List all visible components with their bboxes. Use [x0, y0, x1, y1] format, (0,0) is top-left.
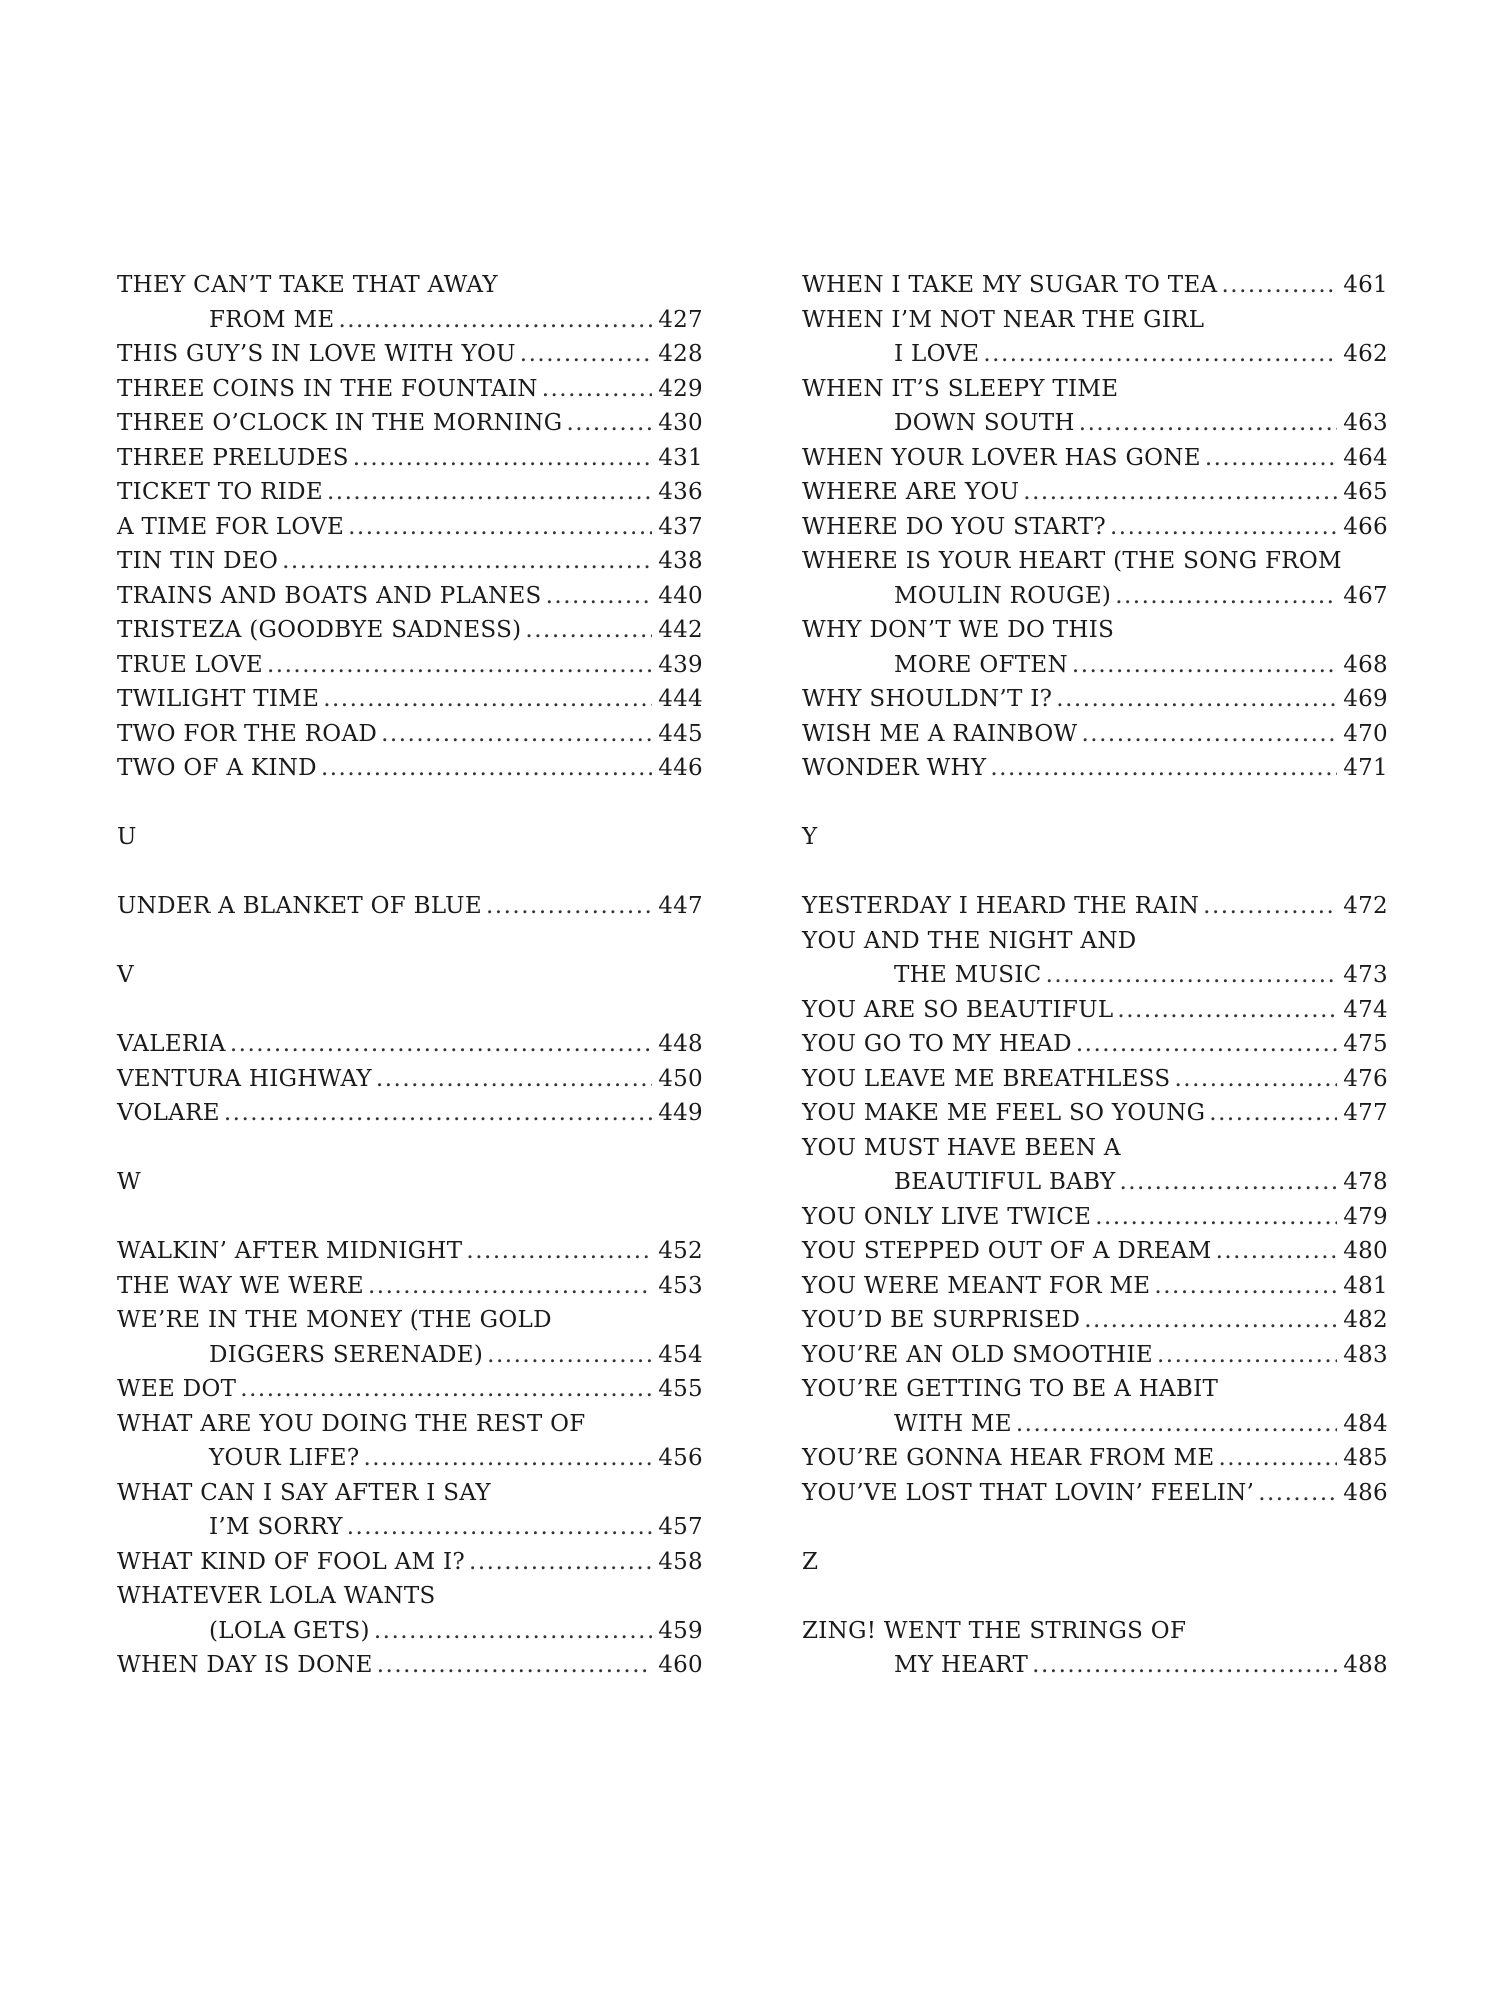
page-number: 447	[658, 893, 703, 919]
index-entry-continued-title	[802, 924, 1388, 959]
dot-leader	[1082, 717, 1338, 752]
index-entry	[802, 1200, 1388, 1235]
dot-leader	[525, 613, 652, 648]
dot-leader	[1221, 268, 1337, 303]
index-entry-continued-title	[117, 1476, 703, 1511]
song-title: WHAT ARE YOU DOING THE REST OF	[117, 1410, 586, 1437]
index-entry	[802, 993, 1388, 1028]
song-title: WHEN YOUR LOVER HAS GONE	[802, 444, 1201, 471]
index-entry	[117, 1234, 703, 1269]
page-number: 449	[658, 1100, 703, 1126]
page-number: 477	[1343, 1100, 1388, 1126]
song-title: THIS GUY’S IN LOVE WITH YOU	[117, 341, 516, 367]
index-entry	[802, 1476, 1388, 1511]
index-entry	[802, 958, 1388, 993]
index-entry	[117, 579, 703, 614]
page-number: 471	[1343, 755, 1388, 781]
dot-leader	[1072, 648, 1337, 683]
index-column-right	[802, 268, 1388, 1683]
page-number: 485	[1343, 1445, 1388, 1471]
dot-leader	[323, 682, 652, 717]
dot-leader	[1203, 889, 1337, 924]
index-entry	[117, 372, 703, 407]
song-title: TWO OF A KIND	[117, 755, 317, 781]
section-spacer	[117, 993, 703, 1028]
song-title: TICKET TO RIDE	[117, 479, 323, 505]
index-entry	[802, 889, 1388, 924]
dot-leader	[240, 1372, 652, 1407]
index-entry	[117, 1648, 703, 1683]
song-title: YOU ARE SO BEAUTIFUL	[802, 996, 1114, 1023]
song-title: YOU MUST HAVE BEEN A	[802, 1134, 1121, 1161]
section-spacer	[802, 855, 1388, 890]
page-number: 480	[1343, 1238, 1388, 1264]
dot-leader	[1079, 406, 1337, 441]
index-entry	[802, 1096, 1388, 1131]
index-entry	[117, 1372, 703, 1407]
page-number: 466	[1343, 513, 1388, 540]
song-title: YOU’RE GETTING TO BE A HABIT	[802, 1376, 1219, 1402]
index-entry	[802, 1269, 1388, 1304]
dot-leader	[338, 303, 652, 338]
index-entry	[117, 337, 703, 372]
dot-leader	[327, 475, 652, 510]
dot-leader	[364, 1441, 653, 1476]
song-title: WONDER WHY	[802, 755, 987, 781]
index-entry	[802, 1407, 1388, 1442]
song-title: MOULIN ROUGE)	[894, 582, 1112, 609]
section-spacer	[117, 1131, 703, 1166]
index-entry	[117, 441, 703, 476]
song-title: DIGGERS SERENADE)	[209, 1341, 484, 1368]
index-column-left	[117, 268, 703, 1683]
dot-leader	[486, 889, 652, 924]
index-entry-continued-title	[117, 1303, 703, 1338]
index-entry	[117, 1338, 703, 1373]
page-number: 486	[1343, 1479, 1388, 1506]
index-entry	[117, 717, 703, 752]
page-number: 450	[658, 1065, 703, 1092]
song-title: YOUR LIFE?	[209, 1445, 360, 1471]
page-number: 473	[1343, 962, 1388, 988]
index-entry	[117, 1441, 703, 1476]
index-entry	[117, 544, 703, 579]
page-number: 463	[1343, 410, 1388, 436]
index-entry	[117, 475, 703, 510]
song-title: A TIME FOR LOVE	[117, 513, 345, 540]
page-number: 465	[1343, 479, 1388, 505]
dot-leader	[1095, 1200, 1337, 1235]
song-title: WHY SHOULDN’T I?	[802, 686, 1053, 712]
dot-leader	[353, 441, 652, 476]
song-title: THREE PRELUDES	[117, 444, 349, 471]
section-letter-heading: V	[117, 962, 134, 988]
dot-leader	[368, 1269, 652, 1304]
dot-leader	[267, 648, 652, 683]
section-spacer	[802, 1510, 1388, 1545]
dot-leader	[1258, 1476, 1337, 1511]
page-number: 484	[1343, 1410, 1388, 1437]
section-spacer	[117, 855, 703, 890]
page-number: 470	[1343, 720, 1388, 747]
index-entry	[117, 682, 703, 717]
dot-leader	[1076, 1027, 1337, 1062]
dot-leader	[1205, 441, 1337, 476]
page-number: 440	[658, 582, 703, 609]
song-title: ZING! WENT THE STRINGS OF	[802, 1617, 1187, 1644]
song-title: WHEN I TAKE MY SUGAR TO TEA	[802, 272, 1218, 298]
dot-leader	[1154, 1269, 1337, 1304]
dot-leader	[520, 337, 652, 372]
song-title: MY HEART	[894, 1652, 1029, 1678]
index-entry-continued-title	[117, 268, 703, 303]
song-title: YOU STEPPED OUT OF A DREAM	[802, 1238, 1212, 1264]
page-number: 436	[658, 479, 703, 505]
dot-leader	[546, 579, 653, 614]
page-number: 483	[1343, 1341, 1388, 1368]
index-entry	[802, 1338, 1388, 1373]
page-number: 442	[658, 617, 703, 643]
dot-leader	[376, 1062, 652, 1097]
song-title: TRISTEZA (GOODBYE SADNESS)	[117, 617, 522, 643]
song-title: I’M SORRY	[209, 1514, 343, 1540]
dot-leader	[1084, 1303, 1337, 1338]
page-number: 474	[1343, 996, 1388, 1023]
section-spacer	[117, 1200, 703, 1235]
song-title: FROM ME	[209, 306, 335, 333]
dot-leader	[1119, 1165, 1337, 1200]
page-number: 453	[658, 1272, 703, 1299]
dot-leader	[1209, 1096, 1337, 1131]
index-entry	[802, 1165, 1388, 1200]
index-entry	[802, 751, 1388, 786]
page-number: 456	[658, 1445, 703, 1471]
index-entry	[117, 1027, 703, 1062]
page-number: 457	[658, 1514, 703, 1540]
index-entry	[117, 1545, 703, 1580]
song-title: TRUE LOVE	[117, 651, 263, 678]
song-title: YOU’D BE SURPRISED	[802, 1307, 1081, 1333]
song-title: THREE O’CLOCK IN THE MORNING	[117, 410, 563, 436]
index-entry	[117, 648, 703, 683]
dot-leader	[374, 1614, 652, 1649]
song-title: YESTERDAY I HEARD THE RAIN	[802, 893, 1200, 919]
dot-leader	[1218, 1441, 1337, 1476]
index-entry	[802, 682, 1388, 717]
index-entry	[802, 406, 1388, 441]
page-number: 482	[1343, 1307, 1388, 1333]
page-number: 462	[1343, 341, 1388, 367]
index-entry	[117, 889, 703, 924]
page-number: 452	[658, 1238, 703, 1264]
index-entry-continued-title	[802, 1614, 1388, 1649]
song-title: WHATEVER LOLA WANTS	[117, 1583, 436, 1609]
page-number: 430	[658, 410, 703, 436]
song-title: WHERE ARE YOU	[802, 479, 1020, 505]
song-title: YOU GO TO MY HEAD	[802, 1031, 1072, 1057]
index-entry	[802, 441, 1388, 476]
index-entry	[802, 475, 1388, 510]
song-title: YOU WERE MEANT FOR ME	[802, 1272, 1151, 1299]
dot-leader	[282, 544, 652, 579]
page-number: 461	[1343, 272, 1388, 298]
page-number: 438	[658, 548, 703, 574]
dot-leader	[469, 1545, 652, 1580]
index-entry	[802, 648, 1388, 683]
song-title: WITH ME	[894, 1410, 1012, 1437]
page-number: 437	[658, 513, 703, 540]
index-entry-continued-title	[117, 1579, 703, 1614]
index-entry	[117, 1614, 703, 1649]
page-number: 428	[658, 341, 703, 367]
song-title: THE MUSIC	[894, 962, 1042, 988]
index-entry	[117, 751, 703, 786]
page-number: 464	[1343, 444, 1388, 471]
song-title: MORE OFTEN	[894, 651, 1068, 678]
dot-leader	[566, 406, 652, 441]
index-entry	[802, 1648, 1388, 1683]
song-title: WHEN DAY IS DONE	[117, 1652, 373, 1678]
dot-leader	[466, 1234, 652, 1269]
dot-leader	[1157, 1338, 1337, 1373]
page-number: 448	[658, 1031, 703, 1057]
section-letter-heading: U	[117, 824, 137, 850]
song-title: YOU AND THE NIGHT AND	[802, 927, 1137, 954]
dot-leader	[1115, 579, 1337, 614]
page-number: 479	[1343, 1203, 1388, 1230]
page-number: 455	[658, 1376, 703, 1402]
dot-leader	[321, 751, 652, 786]
dot-leader	[1046, 958, 1338, 993]
song-title: THREE COINS IN THE FOUNTAIN	[117, 375, 538, 402]
index-entry-continued-title	[802, 1372, 1388, 1407]
dot-leader	[1056, 682, 1337, 717]
dot-leader	[1023, 475, 1337, 510]
song-title: WHERE DO YOU START?	[802, 513, 1106, 540]
song-title: I LOVE	[894, 341, 980, 367]
dot-leader	[990, 751, 1337, 786]
song-title: WHAT CAN I SAY AFTER I SAY	[117, 1479, 491, 1506]
page-number: 446	[658, 755, 703, 781]
section-spacer	[117, 786, 703, 821]
index-entry	[117, 1510, 703, 1545]
song-title: WEE DOT	[117, 1376, 237, 1402]
song-title: BEAUTIFUL BABY	[894, 1169, 1116, 1195]
song-title: YOU’RE AN OLD SMOOTHIE	[802, 1341, 1153, 1368]
index-entry	[802, 337, 1388, 372]
page-number: 481	[1343, 1272, 1388, 1299]
song-title: WALKIN’ AFTER MIDNIGHT	[117, 1238, 463, 1264]
page-number: 467	[1343, 582, 1388, 609]
page-number: 468	[1343, 651, 1388, 678]
dot-leader	[224, 1096, 652, 1131]
song-title: WHY DON’T WE DO THIS	[802, 617, 1115, 643]
song-title: YOU LEAVE ME BREATHLESS	[802, 1065, 1171, 1092]
index-entry-continued-title	[802, 544, 1388, 579]
page-number: 478	[1343, 1169, 1388, 1195]
song-title: TIN TIN DEO	[117, 548, 279, 574]
index-entry	[802, 1441, 1388, 1476]
song-title: VENTURA HIGHWAY	[117, 1065, 372, 1092]
page-number: 444	[658, 686, 703, 712]
dot-leader	[983, 337, 1337, 372]
page-number: 427	[658, 306, 703, 333]
song-title: WHEN IT’S SLEEPY TIME	[802, 375, 1119, 402]
index-entry	[117, 1096, 703, 1131]
section-letter-heading: Y	[802, 824, 818, 850]
dot-leader	[1032, 1648, 1337, 1683]
index-entry	[802, 268, 1388, 303]
page-number: 445	[658, 720, 703, 747]
index-entry	[802, 1062, 1388, 1097]
index-entry	[117, 510, 703, 545]
song-title: UNDER A BLANKET OF BLUE	[117, 893, 482, 919]
page-number: 475	[1343, 1031, 1388, 1057]
section-letter-heading: W	[117, 1169, 141, 1195]
index-entry	[117, 613, 703, 648]
index-entry	[802, 510, 1388, 545]
index-entry-continued-title	[802, 303, 1388, 338]
section-letter-heading: Z	[802, 1548, 818, 1575]
page-number: 454	[658, 1341, 703, 1368]
page-number: 476	[1343, 1065, 1388, 1092]
index-entry	[117, 1062, 703, 1097]
page-number: 469	[1343, 686, 1388, 712]
song-title: TWO FOR THE ROAD	[117, 720, 378, 747]
dot-leader	[1016, 1407, 1337, 1442]
index-entry	[117, 303, 703, 338]
index-entry-continued-title	[802, 372, 1388, 407]
index-entry-continued-title	[802, 1131, 1388, 1166]
page-number: 429	[658, 375, 703, 402]
index-entry-continued-title	[117, 1407, 703, 1442]
song-title: WHAT KIND OF FOOL AM I?	[117, 1548, 466, 1575]
song-title: WISH ME A RAINBOW	[802, 720, 1078, 747]
page-number: 488	[1343, 1652, 1388, 1678]
song-title: DOWN SOUTH	[894, 410, 1075, 436]
dot-leader	[1216, 1234, 1338, 1269]
index-entry	[117, 406, 703, 441]
index-entry	[802, 1234, 1388, 1269]
song-title: YOU ONLY LIVE TWICE	[802, 1203, 1092, 1230]
index-entry	[802, 579, 1388, 614]
index-entry	[802, 1303, 1388, 1338]
section-spacer	[117, 924, 703, 959]
index-entry	[117, 1269, 703, 1304]
dot-leader	[348, 510, 652, 545]
song-title: THEY CAN’T TAKE THAT AWAY	[117, 272, 498, 298]
dot-leader	[230, 1027, 652, 1062]
dot-leader	[1117, 993, 1337, 1028]
song-title: WE’RE IN THE MONEY (THE GOLD	[117, 1307, 552, 1333]
dot-leader	[381, 717, 652, 752]
song-title: YOU MAKE ME FEEL SO YOUNG	[802, 1100, 1206, 1126]
dot-leader	[1174, 1062, 1337, 1097]
section-spacer	[802, 786, 1388, 821]
song-title: TWILIGHT TIME	[117, 686, 320, 712]
song-title: (LOLA GETS)	[209, 1617, 370, 1644]
dot-leader	[377, 1648, 652, 1683]
page-number: 459	[658, 1617, 703, 1644]
song-title: WHERE IS YOUR HEART (THE SONG FROM	[802, 548, 1342, 574]
section-spacer	[802, 1579, 1388, 1614]
index-entry	[802, 1027, 1388, 1062]
song-title: VALERIA	[117, 1031, 226, 1057]
index-entry-continued-title	[802, 613, 1388, 648]
index-entry	[802, 717, 1388, 752]
dot-leader	[542, 372, 653, 407]
dot-leader	[487, 1338, 652, 1373]
song-title: WHEN I’M NOT NEAR THE GIRL	[802, 306, 1205, 333]
page-number: 472	[1343, 893, 1388, 919]
song-title: YOU’VE LOST THAT LOVIN’ FEELIN’	[802, 1479, 1255, 1506]
dot-leader	[347, 1510, 653, 1545]
page-number: 460	[658, 1652, 703, 1678]
dot-leader	[1110, 510, 1337, 545]
page-number: 431	[658, 444, 703, 471]
song-title: TRAINS AND BOATS AND PLANES	[117, 582, 542, 609]
page-number: 439	[658, 651, 703, 678]
song-title: VOLARE	[117, 1100, 220, 1126]
song-title: YOU’RE GONNA HEAR FROM ME	[802, 1445, 1215, 1471]
page-number: 458	[658, 1548, 703, 1575]
song-title: THE WAY WE WERE	[117, 1272, 364, 1299]
